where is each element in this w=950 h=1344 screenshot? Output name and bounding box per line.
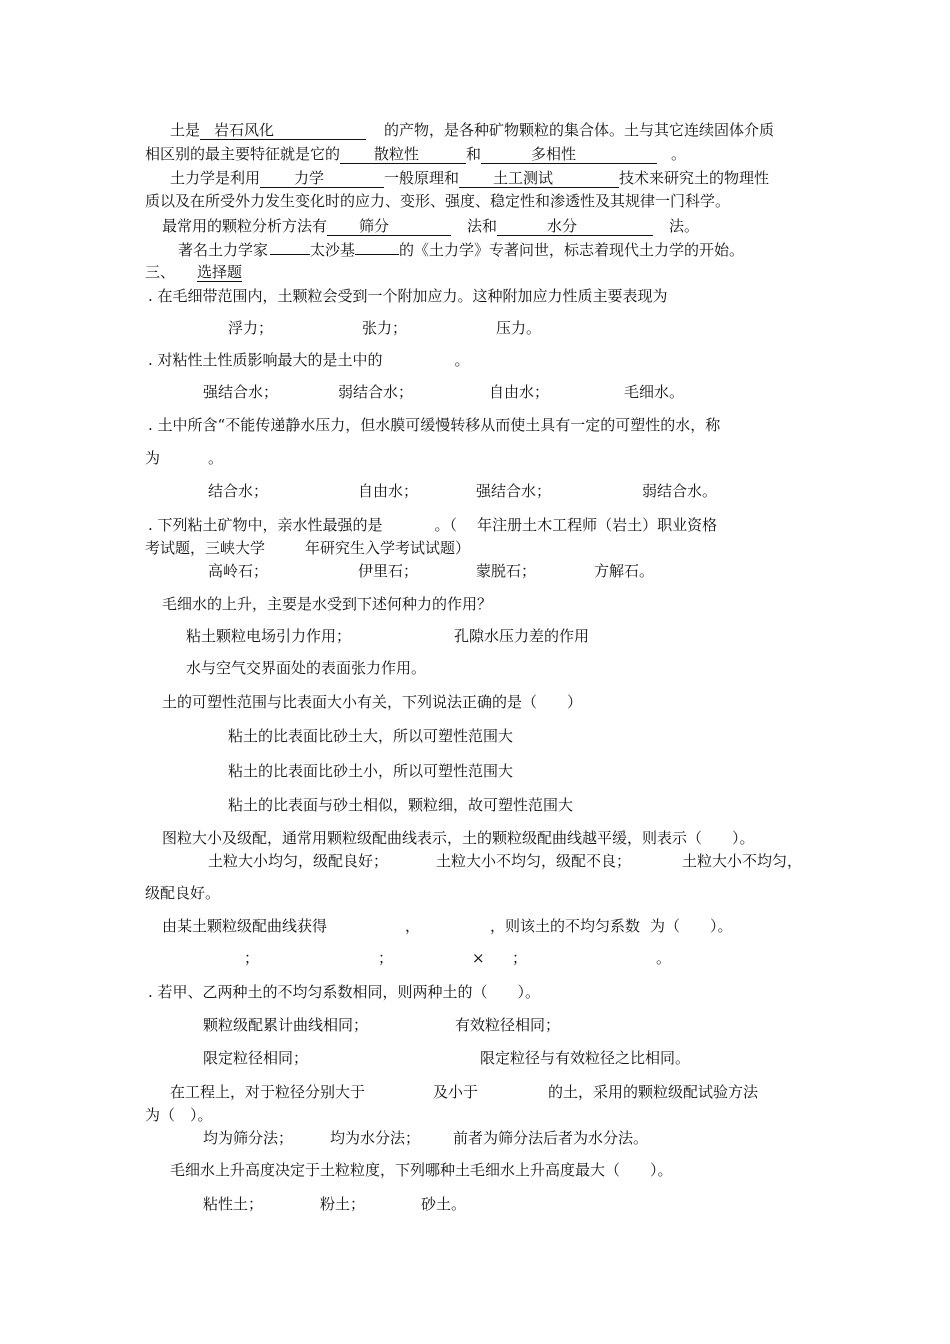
question-9-option-d: 限定粒径与有效粒径之比相同。 xyxy=(480,1049,691,1067)
question-8-stem xyxy=(162,916,733,936)
fill-blank-q1-line2 xyxy=(145,144,686,164)
question-6-option-b: 粘土的比表面比砂土小，所以可塑性范围大 xyxy=(228,762,514,780)
question-4-option-c: 蒙脱石； xyxy=(476,562,537,580)
text: ，则该土的不均匀系数 xyxy=(490,917,641,935)
question-5-option-c: 水与空气交界面处的表面张力作用。 xyxy=(186,659,427,677)
section-heading xyxy=(145,262,242,282)
text: 法和 xyxy=(467,217,498,235)
text: 由某土颗粒级配曲线获得 xyxy=(162,917,328,935)
text: 土是 xyxy=(170,121,201,139)
question-3-stem-line2 xyxy=(145,448,223,468)
text: 在工程上，对于粒径分别大于 xyxy=(170,1083,366,1101)
text: 相区别的最主要特征就是它的 xyxy=(145,145,341,163)
question-3-option-b: 自由水； xyxy=(358,482,419,500)
question-11-option-a: 粘性土； xyxy=(203,1195,264,1213)
question-2-option-a: 强结合水； xyxy=(203,383,279,401)
question-4-option-b: 伊里石； xyxy=(358,562,419,580)
question-11-option-b: 粉土； xyxy=(320,1195,366,1213)
question-3-stem: . 土中所含“不能传递静水压力，但水膜可缓慢转移从而使土具有一定的可塑性的水，称 xyxy=(148,416,721,434)
question-8-option-c: × xyxy=(472,949,485,967)
text: 为（ ）。 xyxy=(650,917,733,935)
fill-blank-q1-line1 xyxy=(170,120,774,140)
question-10-option-b: 均为水分法； xyxy=(330,1129,421,1147)
question-10-stem xyxy=(170,1082,758,1102)
question-8-option-a: ； xyxy=(244,949,260,967)
text: 及小于 xyxy=(433,1083,479,1101)
answer-blank: 土工测试 xyxy=(459,170,619,188)
question-9-option-b: 有效粒径相同； xyxy=(455,1016,561,1034)
question-1-option-a: 浮力； xyxy=(228,319,274,337)
answer-blank: 力学 xyxy=(260,170,384,188)
text: 一般原理和 xyxy=(384,169,460,187)
fill-blank-q3 xyxy=(162,216,699,236)
answer-blank: 散粒性 xyxy=(340,146,466,164)
question-3-option-d: 弱结合水。 xyxy=(642,482,718,500)
answer-blank: 多相性 xyxy=(481,146,657,164)
question-1-option-c: 压力。 xyxy=(496,319,542,337)
question-4-stem-line2 xyxy=(145,538,470,558)
answer-blank: 筛分 xyxy=(327,218,451,236)
question-9-stem: . 若甲、乙两种土的不均匀系数相同，则两种土的（ ）。 xyxy=(148,983,541,1001)
text: 土力学是利用 xyxy=(170,169,261,187)
answer-text: 太沙基 xyxy=(310,241,356,259)
question-4-option-d: 方解石。 xyxy=(594,562,655,580)
question-1-stem: . 在毛细带范围内，土颗粒会受到一个附加应力。这种附加应力性质主要表现为 xyxy=(148,287,668,305)
question-2-stem xyxy=(148,350,470,370)
question-7-stem: 图粒大小及级配，通常用颗粒级配曲线表示，土的颗粒级配曲线越平缓，则表示（ ）。 xyxy=(162,829,755,847)
text: 和 xyxy=(466,145,482,163)
text: 的产物，是各种矿物颗粒的集合体。土与其它连续固体介质 xyxy=(384,121,775,139)
text: 最常用的颗粒分析方法有 xyxy=(162,217,328,235)
question-7-option-c-wrap: 级配良好。 xyxy=(145,884,221,902)
question-8-option-b: ； xyxy=(378,949,394,967)
text: 法。 xyxy=(669,217,700,235)
section-title: 选择题 xyxy=(197,263,243,281)
question-11-option-c: 砂土。 xyxy=(421,1195,467,1213)
text: 的《土力学》专著问世，标志着现代土力学的开始。 xyxy=(399,241,745,259)
question-3-option-a: 结合水； xyxy=(208,482,269,500)
question-10-stem-line2: 为（ ）。 xyxy=(145,1106,213,1124)
fill-blank-q4 xyxy=(178,240,744,260)
text: 技术来研究土的物理性 xyxy=(619,169,770,187)
question-2-option-c: 自由水； xyxy=(489,383,550,401)
question-6-option-a: 粘土的比表面比砂土大，所以可塑性范围大 xyxy=(228,727,514,745)
answer-blank: 水分 xyxy=(497,218,653,236)
question-9-option-c: 限定粒径相同； xyxy=(203,1049,309,1067)
question-1-option-b: 张力； xyxy=(362,319,408,337)
question-2-option-d: 毛细水。 xyxy=(624,383,685,401)
section-number: 三、 xyxy=(145,263,176,281)
question-2-option-b: 弱结合水； xyxy=(338,383,414,401)
question-6-stem: 土的可塑性范围与比表面大小有关，下列说法正确的是（ ） xyxy=(162,693,583,711)
text: 年研究生入学考试试题） xyxy=(305,539,471,557)
text: 考试题，三峡大学 xyxy=(145,539,266,557)
question-10-option-a: 均为筛分法； xyxy=(203,1129,294,1147)
text: 。（ xyxy=(434,516,458,534)
question-7-option-b: 土粒大小不均匀，级配不良； xyxy=(436,852,632,870)
text: 著名土力学家 xyxy=(178,241,269,259)
question-7-option-c: 土粒大小不均匀， xyxy=(682,852,803,870)
fill-blank-q2-line1 xyxy=(170,168,769,188)
text: 的土，采用的颗粒级配试验方法 xyxy=(548,1083,759,1101)
question-4-option-a: 高岭石； xyxy=(208,562,269,580)
text: 年注册土木工程师（岩土）职业资格 xyxy=(477,516,718,534)
text: 。 xyxy=(208,449,224,467)
question-8-option-d: 。 xyxy=(656,949,672,967)
question-11-stem: 毛细水上升高度决定于土粒粒度，下列哪种土毛细水上升高度最大（ ）。 xyxy=(170,1161,673,1179)
question-6-option-c: 粘土的比表面与砂土相似，颗粒细，故可塑性范围大 xyxy=(228,796,574,814)
fill-blank-q2-line2: 质以及在所受外力发生变化时的应力、变形、强度、稳定性和渗透性及其规律一门科学。 xyxy=(145,192,731,210)
text: 。 xyxy=(671,145,687,163)
question-7-option-a: 土粒大小均匀，级配良好； xyxy=(208,852,389,870)
question-10-option-c: 前者为筛分法后者为水分法。 xyxy=(453,1129,649,1147)
text: . 对粘性土性质影响最大的是土中的 xyxy=(148,351,383,369)
question-5-option-a: 粘土颗粒电场引力作用； xyxy=(186,627,352,645)
text: ， xyxy=(405,917,421,935)
question-9-option-a: 颗粒级配累计曲线相同； xyxy=(203,1016,369,1034)
question-5-option-b: 孔隙水压力差的作用 xyxy=(454,627,590,645)
answer-blank: 岩石风化 xyxy=(200,122,366,140)
question-5-stem: 毛细水的上升，主要是水受到下述何种力的作用？ xyxy=(162,595,493,613)
question-4-stem xyxy=(148,515,717,535)
text: . 下列粘土矿物中，亲水性最强的是 xyxy=(148,516,383,534)
question-3-option-c: 强结合水； xyxy=(476,482,552,500)
question-8-option-c-end: ； xyxy=(512,949,528,967)
text: 。 xyxy=(454,351,470,369)
text: 为 xyxy=(145,449,161,467)
